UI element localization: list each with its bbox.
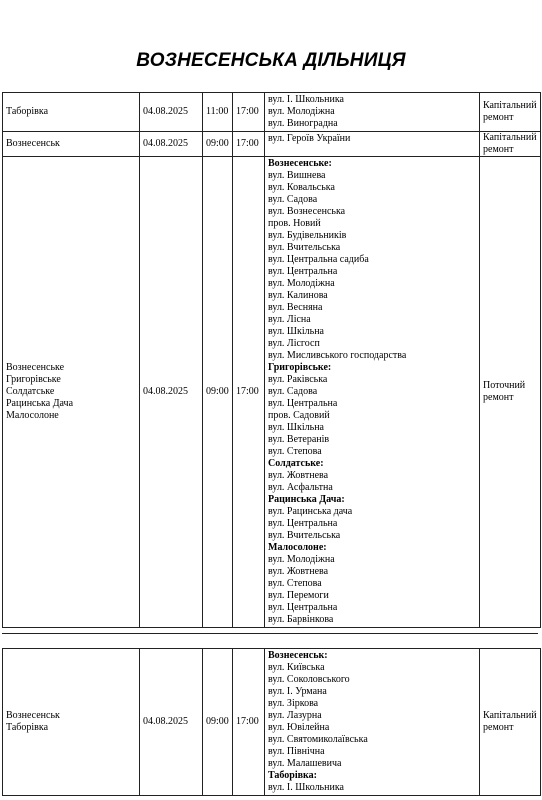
- streets-cell: [265, 157, 480, 628]
- locality-name: Таборівка: [6, 722, 49, 733]
- street-name: вул. Жовтнева: [268, 566, 329, 577]
- street-name: вул. Садова: [268, 194, 318, 205]
- work-type-text: ремонт: [483, 144, 514, 155]
- date-cell: 04.08.2025: [140, 649, 203, 796]
- street-name: вул. Північна: [268, 746, 325, 757]
- street-name: вул. Асфальтна: [268, 482, 333, 493]
- street-name: вул. Молодіжна: [268, 554, 335, 565]
- street-name: вул. Будівельників: [268, 230, 347, 241]
- streets-cell: [265, 93, 480, 132]
- settlement-heading: Солдатське:: [268, 458, 324, 469]
- street-name: пров. Садовий: [268, 410, 330, 421]
- settlement-heading: Рацинська Дача:: [268, 494, 345, 505]
- work-type-cell: [480, 132, 541, 157]
- street-name: пров. Новий: [268, 218, 321, 229]
- street-name: вул. Перемоги: [268, 590, 329, 601]
- street-name: вул. Степова: [268, 446, 322, 457]
- street-name: вул. Вишнева: [268, 170, 326, 181]
- date-cell: 04.08.2025: [140, 93, 203, 132]
- settlement-heading: Таборівка:: [268, 770, 317, 781]
- settlement-heading: Малосолоне:: [268, 542, 327, 553]
- work-type-cell: [480, 649, 541, 796]
- date-cell: 04.08.2025: [140, 157, 203, 628]
- locality-name: Вознесенське: [6, 362, 65, 373]
- street-name: вул. І. Урмана: [268, 686, 327, 697]
- work-type-text: Капітальний: [483, 100, 537, 111]
- street-name: вул. Лісна: [268, 314, 311, 325]
- settlement-heading: Вознесенське:: [268, 158, 332, 169]
- work-type-text: ремонт: [483, 392, 514, 403]
- street-name: вул. Героїв України: [268, 133, 351, 144]
- end-time-cell: 17:00: [233, 157, 265, 628]
- locality-cell: [3, 93, 140, 132]
- work-type-text: Капітальний: [483, 710, 537, 721]
- street-name: вул. Ковальська: [268, 182, 335, 193]
- streets-cell: [265, 132, 480, 157]
- table-row: [3, 93, 541, 132]
- page-title: ВОЗНЕСЕНСЬКА ДІЛЬНИЦЯ: [136, 50, 406, 71]
- street-name: вул. Молодіжна: [268, 278, 335, 289]
- streets-cell: [265, 649, 480, 796]
- settlement-heading: Григорівське:: [268, 362, 332, 373]
- street-name: вул. Виноградна: [268, 118, 338, 129]
- street-name: вул. І. Школьника: [268, 94, 344, 105]
- locality-cell: [3, 157, 140, 628]
- street-name: вул. Барвінкова: [268, 614, 334, 625]
- street-name: вул. Раківська: [268, 374, 328, 385]
- street-name: вул. Центральна: [268, 602, 338, 613]
- locality-cell: [3, 132, 140, 157]
- work-type-text: ремонт: [483, 722, 514, 733]
- work-type-text: Капітальний: [483, 132, 537, 143]
- work-type-text: Поточний: [483, 380, 526, 391]
- work-type-cell: [480, 93, 541, 132]
- street-name: вул. Центральна: [268, 266, 338, 277]
- outage-table-continued: [2, 648, 541, 796]
- street-name: вул. Київська: [268, 662, 325, 673]
- end-time-cell: 17:00: [233, 132, 265, 157]
- settlement-heading: Вознесенськ:: [268, 650, 328, 661]
- start-time-cell: 09:00: [203, 157, 233, 628]
- street-name: вул. Святомиколаївська: [268, 734, 368, 745]
- street-name: вул. І. Школьника: [268, 782, 344, 793]
- street-name: вул. Вчительська: [268, 530, 341, 541]
- street-name: вул. Зіркова: [268, 698, 319, 709]
- street-name: вул. Центральна: [268, 518, 338, 529]
- street-name: вул. Центральна: [268, 398, 338, 409]
- table-row: [3, 157, 541, 628]
- locality-name: Вознесенськ: [6, 138, 60, 149]
- street-name: вул. Малашевича: [268, 758, 342, 769]
- street-name: вул. Шкільна: [268, 422, 324, 433]
- street-name: вул. Центральна садиба: [268, 254, 369, 265]
- locality-name: Рацинська Дача: [6, 398, 74, 409]
- locality-name: Солдатське: [6, 386, 55, 397]
- locality-name: Малосолоне: [6, 410, 59, 421]
- start-time-cell: 11:00: [203, 93, 233, 132]
- street-name: вул. Вознесенська: [268, 206, 346, 217]
- street-name: вул. Степова: [268, 578, 322, 589]
- end-time-cell: 17:00: [233, 649, 265, 796]
- work-type-text: ремонт: [483, 112, 514, 123]
- street-name: вул. Ветеранів: [268, 434, 330, 445]
- street-name: вул. Рацинська дача: [268, 506, 353, 517]
- table-row: [3, 132, 541, 157]
- street-name: вул. Весняна: [268, 302, 323, 313]
- street-name: вул. Жовтнева: [268, 470, 329, 481]
- street-name: вул. Вчительська: [268, 242, 341, 253]
- street-name: вул. Садова: [268, 386, 318, 397]
- street-name: вул. Шкільна: [268, 326, 324, 337]
- locality-cell: [3, 649, 140, 796]
- street-name: вул. Лісгосп: [268, 338, 320, 349]
- start-time-cell: 09:00: [203, 649, 233, 796]
- street-name: вул. Ювілейна: [268, 722, 330, 733]
- start-time-cell: 09:00: [203, 132, 233, 157]
- street-name: вул. Мисливського господарства: [268, 350, 407, 361]
- outage-table: [2, 92, 541, 628]
- end-time-cell: 17:00: [233, 93, 265, 132]
- locality-name: Григорівське: [6, 374, 61, 385]
- locality-name: Вознесенськ: [6, 710, 60, 721]
- table-divider: [2, 633, 538, 634]
- street-name: вул. Молодіжна: [268, 106, 335, 117]
- outage-table-body: [3, 93, 541, 628]
- work-type-cell: [480, 157, 541, 628]
- outage-table-continued-body: [3, 649, 541, 796]
- locality-name: Таборівка: [6, 106, 49, 117]
- street-name: вул. Соколовського: [268, 674, 350, 685]
- street-name: вул. Калинова: [268, 290, 328, 301]
- street-name: вул. Лазурна: [268, 710, 322, 721]
- date-cell: 04.08.2025: [140, 132, 203, 157]
- table-row: [3, 649, 541, 796]
